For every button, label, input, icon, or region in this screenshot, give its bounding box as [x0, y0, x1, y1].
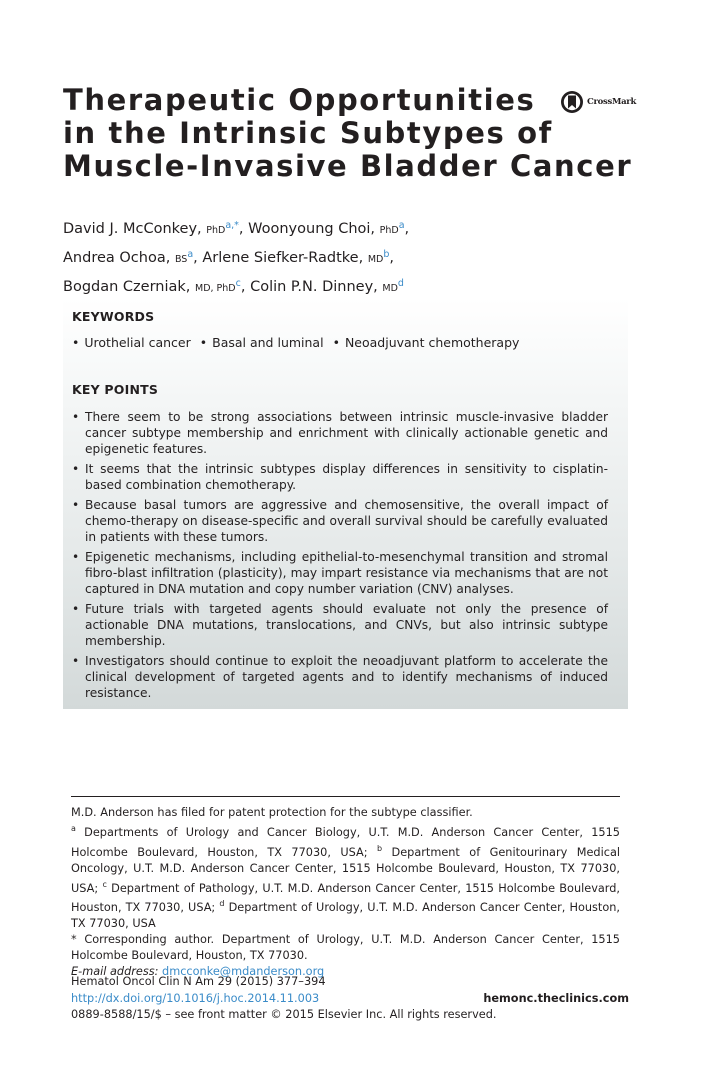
patent-note: M.D. Anderson has filed for patent protection for the subtype classifier.	[71, 806, 473, 819]
affiliation-mark[interactable]: c	[235, 278, 241, 289]
affiliation-a: Departments of Urology and Cancer Biology, U.T. M.D. Anderson Cancer Center, 1515 Holcombe Boulevard, Houston, TX 77030, USA;	[71, 825, 620, 859]
affiliation-mark: a	[71, 824, 76, 833]
author-degree: PhD	[206, 225, 226, 236]
affiliation-mark[interactable]: a	[187, 249, 194, 260]
keywords-heading: KEYWORDS	[72, 309, 155, 324]
bullet-icon: •	[72, 410, 80, 424]
affiliation-mark: b	[376, 843, 383, 853]
crossmark-badge[interactable]	[560, 89, 636, 115]
affiliations-note	[71, 821, 620, 932]
author-degree: MD	[382, 283, 398, 294]
separator: ,	[404, 221, 410, 237]
key-points-list	[72, 409, 608, 705]
author-name: Andrea Ochoa,	[63, 250, 171, 266]
keyword: Basal and luminal	[212, 335, 324, 350]
separator: ,	[238, 221, 244, 237]
author-name: Colin P.N. Dinney,	[250, 279, 378, 295]
key-point	[72, 549, 608, 597]
author-line	[63, 214, 623, 243]
author-name: Arlene Siefker-Radtke,	[202, 250, 364, 266]
key-point	[72, 653, 608, 701]
separator: ,	[389, 250, 394, 266]
title-line: Muscle-Invasive Bladder Cancer	[63, 149, 633, 183]
journal-citation: Hematol Oncol Clin N Am 29 (2015) 377–394	[71, 975, 326, 988]
crossmark-label: CrossMark	[587, 97, 637, 107]
key-point	[72, 497, 608, 545]
corresponding-author-note: * Corresponding author. Department of Urology, U.T. M.D. Anderson Cancer Center, 1515 Holcombe Boulevard, Houston, TX 77030.	[71, 933, 620, 963]
author-name: David J. McConkey,	[63, 221, 202, 237]
email-link[interactable]: dmcconke@mdanderson.org	[162, 965, 325, 979]
author-line	[63, 272, 623, 301]
keyword: Urothelial cancer	[84, 335, 191, 350]
title-line: Therapeutic Opportunities	[63, 83, 536, 117]
doi-row	[71, 991, 629, 1008]
citation-block	[71, 974, 629, 1024]
key-point-text: There seem to be strong associations between intrinsic muscle-invasive bladder cancer subtype membership and enrichment with clinically actionable genetic and epigenetic features.	[85, 410, 608, 456]
key-point-text: Investigators should continue to exploit the neoadjuvant platform to accelerate the clinical development of targeted agents and to identify mechanisms of induced resistance.	[85, 654, 608, 700]
bullet-icon: •	[72, 550, 80, 564]
key-point-text: Because basal tumors are aggressive and chemosensitive, the overall impact of chemo-therapy on disease-specific and overall survival should be carefully evaluated in patients with these tumors.	[85, 498, 608, 544]
key-point	[72, 461, 608, 493]
affiliation-mark: c	[102, 879, 107, 889]
key-point	[72, 409, 608, 457]
affiliation-mark: d	[219, 899, 225, 909]
keywords-list	[72, 335, 524, 350]
bullet-icon: •	[72, 602, 80, 616]
author-name: Woonyoung Choi,	[248, 221, 376, 237]
doi-link[interactable]: http://dx.doi.org/10.1016/j.hoc.2014.11.003	[71, 991, 320, 1005]
affiliation-mark[interactable]: d	[397, 278, 404, 289]
footnotes	[71, 796, 620, 980]
title-line: in the Intrinsic Subtypes of	[63, 116, 553, 150]
author-degree: MD, PhD	[195, 283, 236, 294]
author-line	[63, 243, 623, 272]
affiliation-mark[interactable]: a	[398, 220, 405, 231]
affiliation-c: Department of Pathology, U.T. M.D. Anderson Cancer Center, 1515 Holcombe Boulevard, Houston, TX 77030, USA;	[71, 881, 621, 915]
author-degree: BS	[174, 254, 188, 265]
author-degree: PhD	[379, 225, 399, 236]
author-list	[63, 214, 623, 301]
affiliation-b: Department of Genitourinary Medical Oncology, U.T. M.D. Anderson Cancer Center, 1515 Holcombe Boulevard, Houston, TX 77030, USA;	[71, 845, 621, 895]
key-point-text: It seems that the intrinsic subtypes display differences in sensitivity to cisplatin-based combination chemotherapy.	[85, 462, 608, 492]
key-point-text: Future trials with targeted agents should evaluate not only the presence of actionable DNA mutations, translocations, and CNVs, but also intrinsic subtype membership.	[85, 602, 608, 648]
key-point-text: Epigenetic mechanisms, including epithelial-to-mesenchymal transition and stromal fibro-blast infiltration (plasticity), may impart resistance via mechanisms that are not captured in DNA mutation and copy number variation (CNV) analyses.	[85, 550, 608, 596]
separator: ,	[193, 250, 198, 266]
bullet-icon: •	[72, 654, 80, 668]
separator: ,	[240, 279, 246, 295]
author-degree: MD	[367, 254, 384, 265]
affiliation-d: Department of Urology, U.T. M.D. Anderson Cancer Center, Houston, TX 77030, USA	[71, 901, 621, 931]
key-point	[72, 601, 608, 649]
author-name: Bogdan Czerniak,	[63, 279, 191, 295]
affiliation-mark[interactable]: a,*	[225, 220, 239, 231]
crossmark-icon	[560, 90, 584, 114]
email-label: E-mail address:	[71, 965, 159, 979]
bullet-icon: •	[72, 498, 80, 512]
bullet-icon: •	[199, 335, 208, 350]
journal-website-link[interactable]: hemonc.theclinics.com	[483, 991, 629, 1005]
affiliation-mark[interactable]: b	[383, 249, 390, 260]
keywords-keypoints-box	[63, 298, 628, 709]
bullet-icon: •	[332, 335, 340, 350]
bullet-icon: •	[72, 462, 80, 476]
keyword: Neoadjuvant chemotherapy	[344, 335, 520, 350]
bullet-icon: •	[72, 335, 80, 350]
key-points-heading: KEY POINTS	[72, 382, 159, 397]
copyright-line: 0889-8588/15/$ – see front matter © 2015 Elsevier Inc. All rights reserved.	[71, 1008, 497, 1021]
